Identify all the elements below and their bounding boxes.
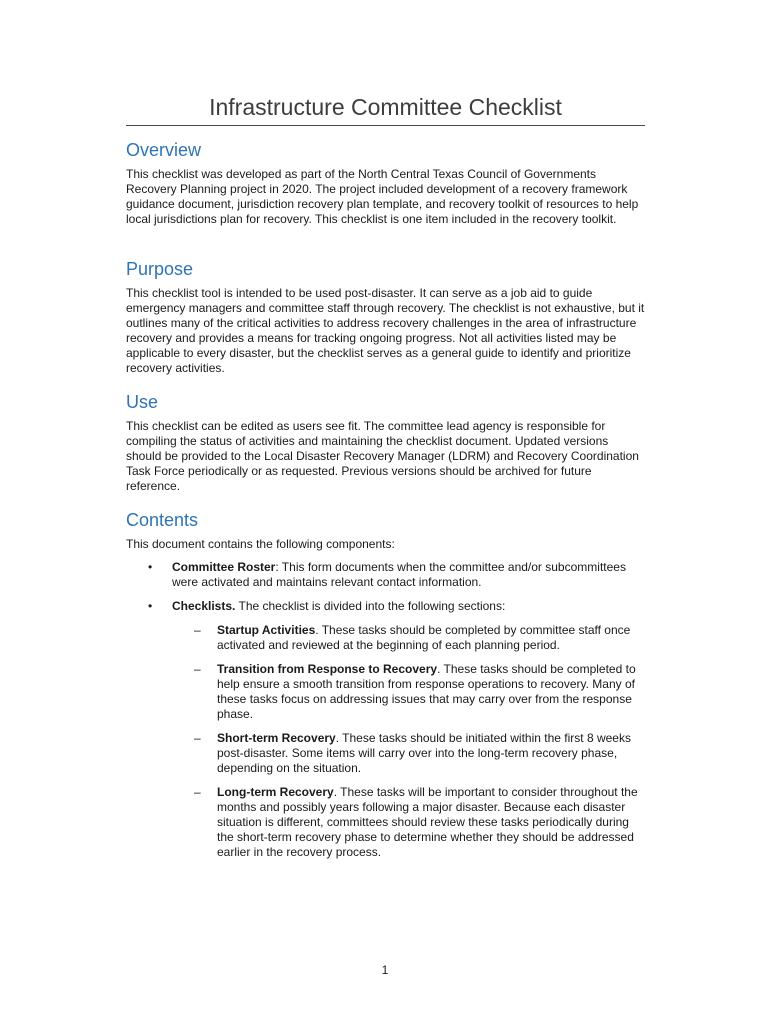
purpose-section [126,258,646,376]
checklist-sections-list [172,623,646,860]
contents-list [126,560,646,860]
page-number: 1 [381,963,389,977]
overview-section [126,139,646,227]
list-item [126,560,646,590]
use-heading: Use [126,392,159,412]
contents-section [126,509,646,869]
sub-item-title: Startup Activities [217,623,316,637]
contents-heading: Contents [126,510,199,530]
dash-icon: – [194,623,201,637]
list-item-text: The checklist is divided into the following sections: [235,599,506,613]
sub-item-text: . These tasks should be initiated within the first 8 weeks post-disaster. Some items will carry over into the long-term recovery phase, depending on the situation. [217,731,631,775]
sub-list-item [172,623,646,653]
sub-list-item [172,662,646,722]
use-section [126,391,646,494]
sub-item-title: Transition from Response to Recovery [217,662,438,676]
sub-item-title: Short-term Recovery [217,731,336,745]
bullet-icon: • [148,560,153,574]
sub-item-text: . These tasks will be important to consider throughout the months and possibly years following a major disaster. Because each disaster situation is different, committees should review these tasks periodically during the short-term recovery phase to determine whether they should be addressed earlier in the recovery process. [217,785,638,859]
list-item-text: : This form documents when the committee and/or subcommittees were activated and maintains relevant contact information. [172,560,626,589]
dash-icon: – [194,662,201,676]
sub-list-item [172,785,646,860]
list-item-title: Checklists. [172,599,236,613]
sub-item-title: Long-term Recovery [217,785,334,799]
overview-text: This checklist was developed as part of the North Central Texas Council of Governments Recovery Planning project in 2020. The project included development of a recovery framework guidance document, jurisdiction recovery plan template, and recovery toolkit of resources to help local jurisdictions plan for recovery. This checklist is one item included in the recovery toolkit. [126,167,639,226]
dash-icon: – [194,731,201,745]
sub-item-text: . These tasks should be completed by committee staff once activated and reviewed at the beginning of each planning period. [217,623,631,652]
overview-heading: Overview [126,140,202,160]
use-text: This checklist can be edited as users see fit. The committee lead agency is responsible for compiling the status of activities and maintaining the checklist document. Updated versions should be provided to the Local Disaster Recovery Manager (LDRM) and Recovery Coordination Task Force periodically or as requested. Previous versions should be archived for future reference. [126,419,639,493]
sub-list-item [172,731,646,776]
list-item-title: Committee Roster [172,560,276,574]
dash-icon: – [194,785,201,799]
contents-intro: This document contains the following components: [126,537,395,551]
bullet-icon: • [148,599,153,613]
sub-item-text: . These tasks should be completed to help ensure a smooth transition from response operations to recovery. Many of these tasks focus on addressing issues that may carry over from the response phase. [217,662,636,721]
title-block [126,92,645,126]
document-title: Infrastructure Committee Checklist [209,94,562,120]
list-item [126,599,646,860]
purpose-heading: Purpose [126,259,194,279]
purpose-text: This checklist tool is intended to be used post-disaster. It can serve as a job aid to guide emergency managers and committee staff through recovery. The checklist is not exhaustive, but it outlines many of the critical activities to address recovery challenges in the area of infrastructure recovery and provides a means for tracking ongoing progress. Not all activities listed may be applicable to every disaster, but the checklist serves as a general guide to identify and prioritize recovery activities. [126,286,645,375]
